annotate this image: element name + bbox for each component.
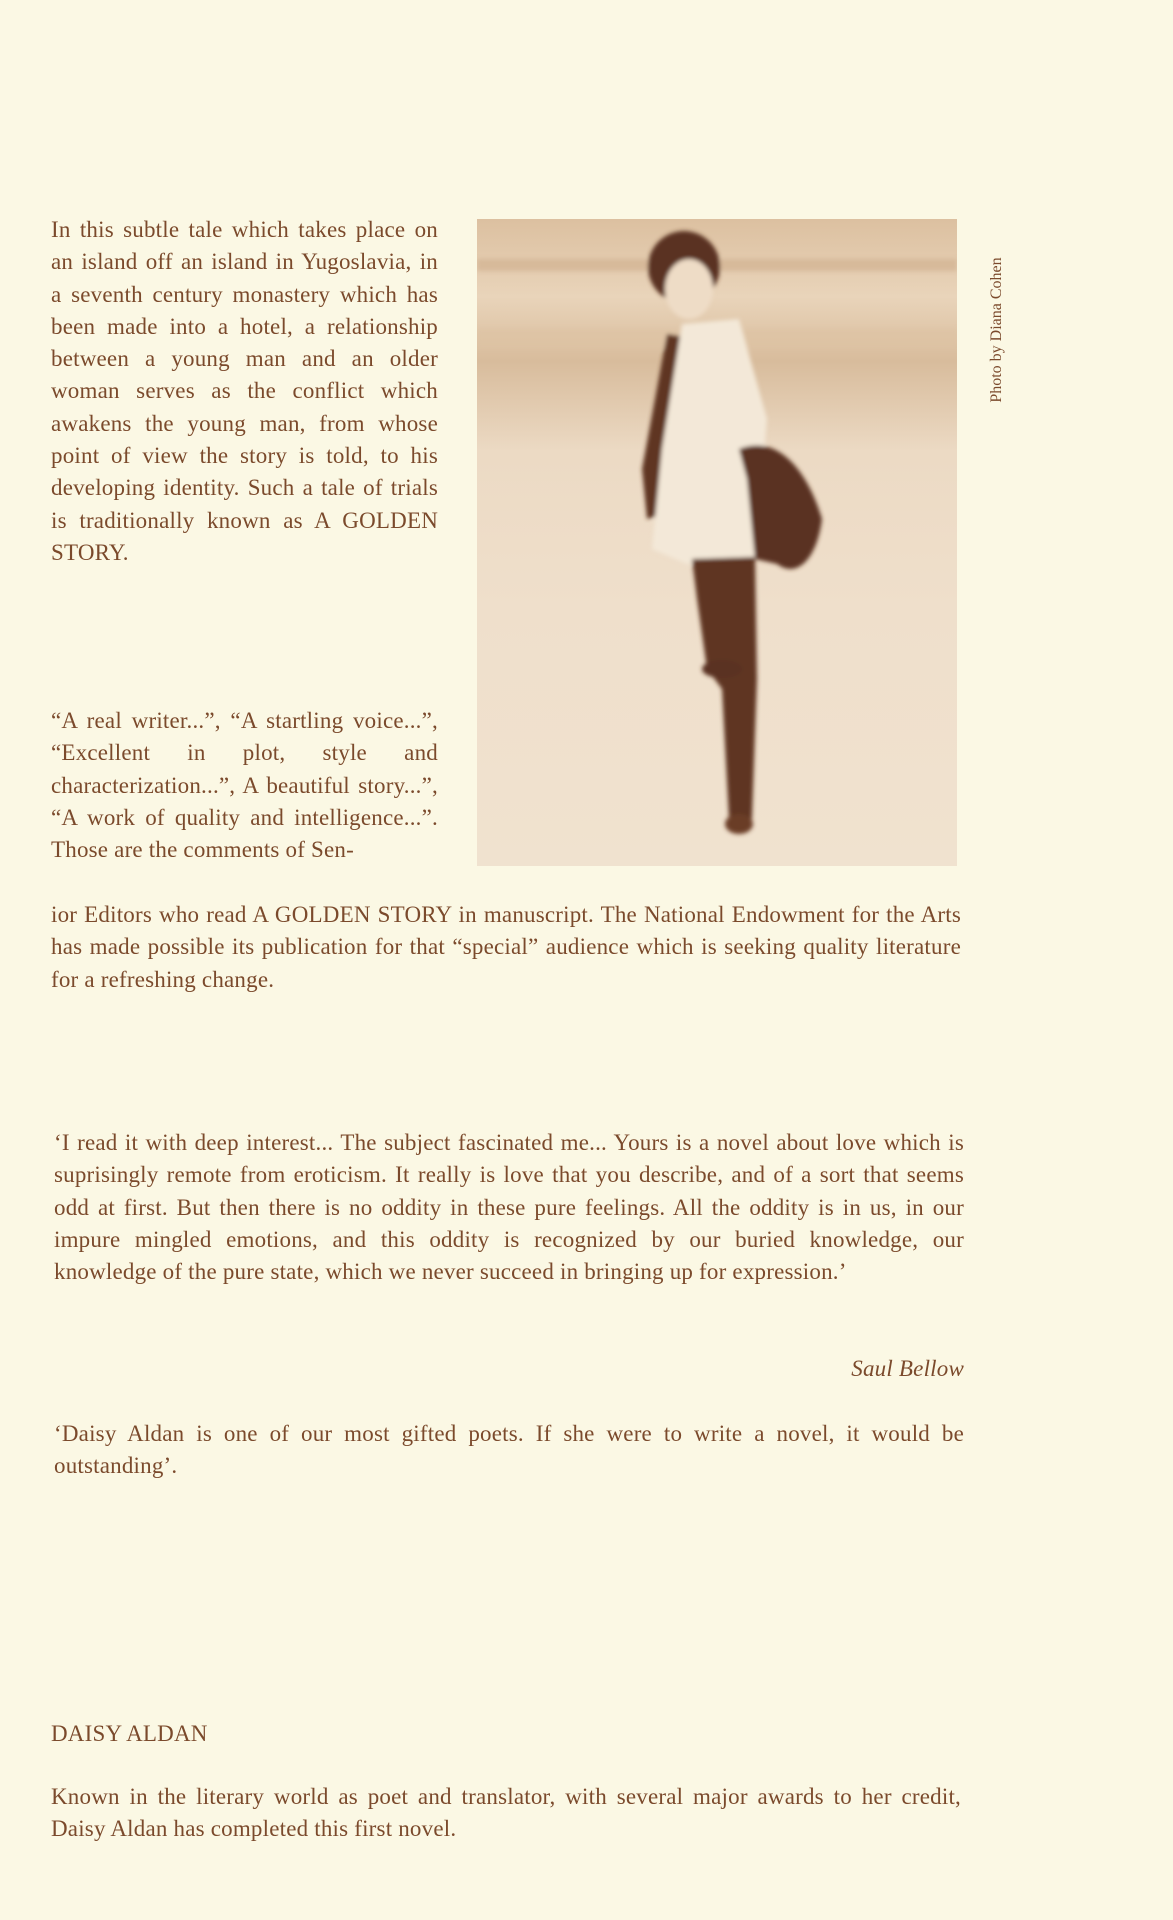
editor-quotes-continuation: ior Editors who read A GOLDEN STORY in manuscript. The National Endowment for the Arts has made possible its publication for that “special” audience which is seeking quality literature for a refreshing change. <box>51 902 961 992</box>
photo-credit <box>982 215 1012 445</box>
photo-figure-illustration <box>477 219 957 866</box>
bellow-quote: ‘I read it with deep interest... The subject fascinated me... Yours is a novel about love which is suprisingly remote from eroticism. It really is love that you describe, and of a sort that seems odd at first. But then there is no oddity in these pure feelings. All the oddity is in us, in our impure mingled emotions, and this oddity is recognized by our buried knowledge, our knowledge of the pure state, which we never succeed in bringing up for expression.’ <box>54 1130 964 1285</box>
author-photo <box>477 219 957 866</box>
photo-credit-text: Photo by Diana Cohen <box>988 257 1005 403</box>
second-quote: ‘Daisy Aldan is one of our most gifted poets. If she were to write a novel, it would be outstanding’. <box>54 1421 964 1479</box>
author-bio: Known in the literary world as poet and translator, with several major awards to her credit, Daisy Aldan has completed this first novel. <box>51 1784 961 1842</box>
bellow-attribution: Saul Bellow <box>851 1356 964 1381</box>
intro-paragraph: In this subtle tale which takes place on an island off an island in Yugoslavia, in a seventh century monastery which has been made into a hotel, a relationship between a young man and an older woman serves as the conflict which awakens the young man, from whose point of view the story is told, to his developing identity. Such a tale of trials is traditionally known as A GOLDEN STORY. <box>51 217 438 565</box>
editor-quotes-paragraph: “A real writer...”, “A startling voice...”, “Excellent in plot, style and characterization...”, A beautiful story...”, “A work of quality and intelligence...”. Those are the comments of Sen- <box>51 708 438 863</box>
author-name-heading: DAISY ALDAN <box>51 1721 208 1746</box>
